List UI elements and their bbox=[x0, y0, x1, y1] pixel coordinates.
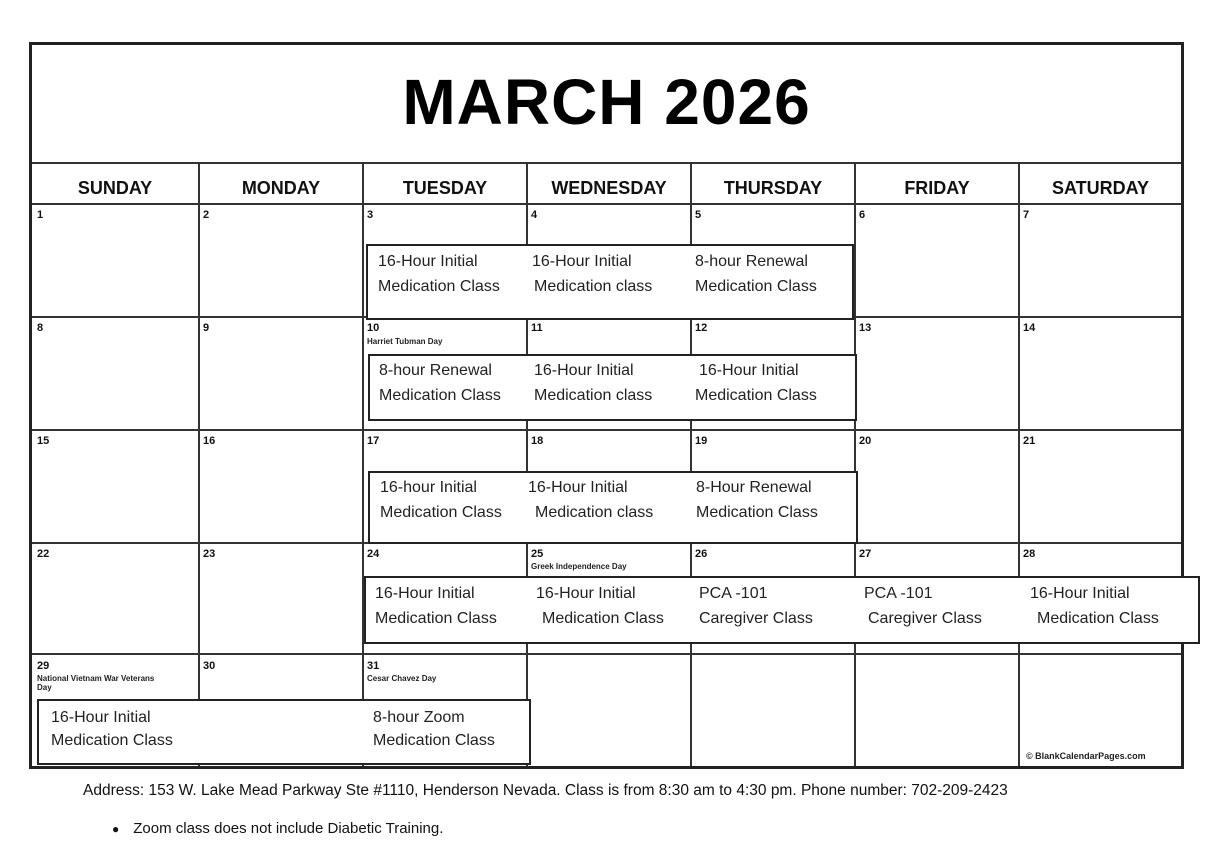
event-subtitle: Medication Class bbox=[375, 610, 497, 627]
day-number: 2 bbox=[203, 209, 210, 221]
holiday-label: National Vietnam War Veterans Day bbox=[37, 674, 155, 692]
day-number: 1 bbox=[37, 209, 44, 221]
event-title: 8-hour Renewal bbox=[695, 253, 808, 270]
day-number: 12 bbox=[695, 322, 708, 334]
day-number: 11 bbox=[531, 322, 543, 334]
event-subtitle: Medication Class bbox=[1037, 610, 1159, 627]
event-title: 8-hour Zoom bbox=[373, 709, 465, 726]
day-number: 7 bbox=[1023, 209, 1030, 221]
weekday-friday: FRIDAY bbox=[904, 178, 970, 198]
event-subtitle: Medication class bbox=[534, 387, 653, 404]
day-number: 20 bbox=[859, 435, 872, 447]
event-title: 16-hour Initial bbox=[380, 479, 477, 496]
holiday-label: Cesar Chavez Day bbox=[367, 674, 437, 683]
event-title: 8-Hour Renewal bbox=[696, 479, 812, 496]
bullet-icon: ● bbox=[112, 822, 120, 836]
grid-line bbox=[32, 429, 1181, 431]
holiday-label: Greek Independence Day bbox=[531, 562, 627, 571]
event-title: 16-Hour Initial bbox=[532, 253, 632, 270]
grid-line bbox=[32, 162, 1181, 164]
day-number: 26 bbox=[695, 548, 708, 560]
grid-line bbox=[198, 163, 200, 766]
day-number: 6 bbox=[859, 209, 866, 221]
event-subtitle: Caregiver Class bbox=[699, 610, 813, 627]
event-subtitle: Medication class bbox=[534, 278, 653, 295]
day-number: 19 bbox=[695, 435, 708, 447]
day-number: 9 bbox=[203, 322, 210, 334]
event-subtitle: Medication Class bbox=[379, 387, 501, 404]
grid-line bbox=[362, 163, 364, 766]
event-subtitle: Medication Class bbox=[695, 387, 817, 404]
event-subtitle: Medication Class bbox=[542, 610, 664, 627]
day-number: 21 bbox=[1023, 435, 1036, 447]
weekday-saturday: SATURDAY bbox=[1051, 178, 1149, 198]
event-title: PCA -101 bbox=[699, 585, 768, 602]
day-number: 18 bbox=[531, 435, 544, 447]
event-subtitle: Medication class bbox=[535, 504, 654, 521]
day-number: 3 bbox=[367, 209, 374, 221]
weekday-tuesday: TUESDAY bbox=[402, 178, 488, 198]
day-number: 27 bbox=[859, 548, 872, 560]
grid-line bbox=[854, 163, 856, 766]
event-subtitle: Medication Class bbox=[696, 504, 818, 521]
day-number: 14 bbox=[1023, 322, 1036, 334]
note-text: Zoom class does not include Diabetic Training. bbox=[133, 820, 444, 837]
event-title: 16-Hour Initial bbox=[528, 479, 628, 496]
weekday-wednesday: WEDNESDAY bbox=[551, 178, 667, 198]
event-title: 16-Hour Initial bbox=[1030, 585, 1130, 602]
day-number: 10 bbox=[367, 322, 380, 334]
day-number: 4 bbox=[531, 209, 538, 221]
day-number: 30 bbox=[203, 660, 216, 672]
day-number: 29 bbox=[37, 660, 50, 672]
day-number: 16 bbox=[203, 435, 216, 447]
day-number: 17 bbox=[367, 435, 380, 447]
event-subtitle: Medication Class bbox=[380, 504, 502, 521]
day-number: 5 bbox=[695, 209, 702, 221]
day-number: 28 bbox=[1023, 548, 1036, 560]
day-number: 23 bbox=[203, 548, 216, 560]
event-subtitle: Medication Class bbox=[51, 732, 173, 749]
credit-text: © BlankCalendarPages.com bbox=[1026, 751, 1146, 761]
day-number: 8 bbox=[37, 322, 44, 334]
calendar bbox=[29, 42, 1184, 769]
event-title: 16-Hour Initial bbox=[51, 709, 151, 726]
day-number: 15 bbox=[37, 435, 50, 447]
event-title: 16-Hour Initial bbox=[375, 585, 475, 602]
event-title: 16-Hour Initial bbox=[534, 362, 634, 379]
grid-line bbox=[32, 653, 1181, 655]
grid-line bbox=[32, 203, 1181, 205]
day-number: 13 bbox=[859, 322, 872, 334]
day-number: 22 bbox=[37, 548, 50, 560]
weekday-sunday: SUNDAY bbox=[77, 178, 153, 198]
day-number: 31 bbox=[367, 660, 380, 672]
calendar-title: MARCH 2026 bbox=[402, 66, 811, 138]
event-subtitle: Caregiver Class bbox=[868, 610, 982, 627]
event-subtitle: Medication Class bbox=[378, 278, 500, 295]
event-title: 16-Hour Initial bbox=[699, 362, 799, 379]
address-line: Address: 153 W. Lake Mead Parkway Ste #1110, Henderson Nevada. Class is from 8:30 am to 4:30 pm. Phone number: 702-209-2423 bbox=[83, 782, 1008, 799]
event-title: 16-Hour Initial bbox=[378, 253, 478, 270]
grid-line bbox=[1018, 163, 1020, 766]
note-item bbox=[112, 820, 443, 837]
day-number: 25 bbox=[531, 548, 544, 560]
event-subtitle: Medication Class bbox=[373, 732, 495, 749]
event-subtitle: Medication Class bbox=[695, 278, 817, 295]
day-number: 24 bbox=[367, 548, 380, 560]
event-title: PCA -101 bbox=[864, 585, 933, 602]
event-title: 16-Hour Initial bbox=[536, 585, 636, 602]
holiday-label: Harriet Tubman Day bbox=[367, 337, 443, 346]
event-title: 8-hour Renewal bbox=[379, 362, 492, 379]
weekday-monday: MONDAY bbox=[241, 178, 321, 198]
weekday-thursday: THURSDAY bbox=[723, 178, 823, 198]
